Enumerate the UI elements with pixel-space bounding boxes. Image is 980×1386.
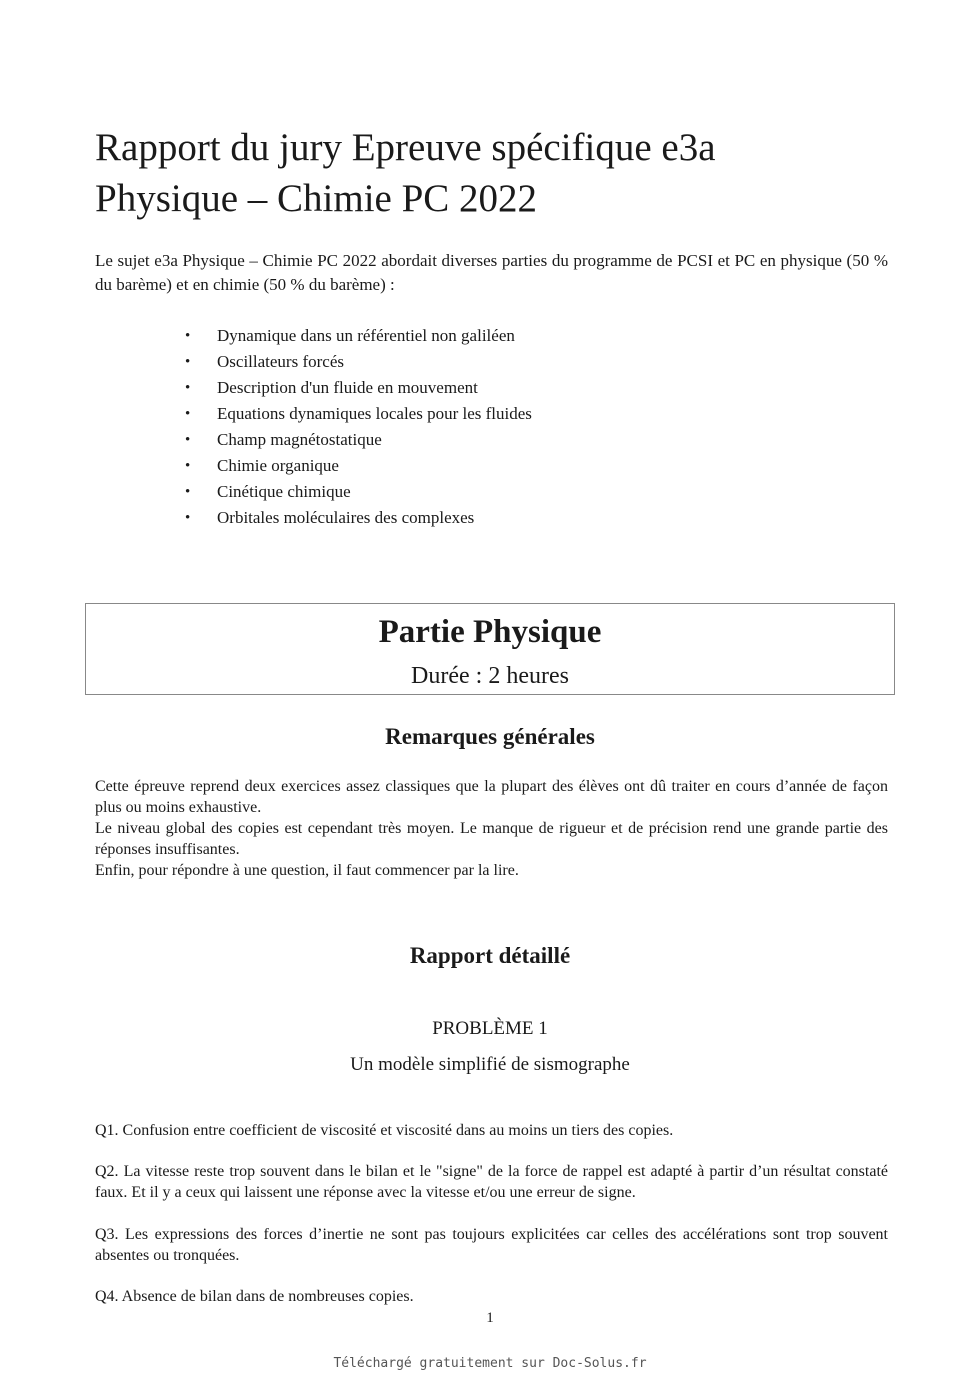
general-remarks-heading: Remarques générales: [385, 724, 595, 749]
part-duration: Durée : 2 heures: [411, 663, 569, 689]
topic-item: [185, 375, 532, 401]
problem-label: PROBLÈME 1: [432, 1018, 548, 1039]
topic-label: Chimie organique: [217, 456, 339, 475]
general-remarks-body: [95, 776, 888, 881]
question-q3: Q3. Les expressions des forces d’inertie ne sont pas toujours explicitées car celles des accélérations sont trop souvent absentes ou tronquées.: [95, 1226, 888, 1264]
bullet-icon: •: [185, 458, 191, 474]
remarks-paragraph: Cette épreuve reprend deux exercices assez classiques que la plupart des élèves ont dû traiter en cours d’année de façon plus ou moins exhaustive.: [95, 778, 888, 816]
topic-item: [185, 427, 532, 453]
part-header-box: [85, 603, 895, 695]
topic-label: Equations dynamiques locales pour les fluides: [217, 404, 532, 423]
bullet-icon: •: [185, 484, 191, 500]
topic-label: Cinétique chimique: [217, 482, 351, 501]
part-title: Partie Physique: [378, 614, 602, 650]
topic-item: [185, 349, 532, 375]
download-footer: Téléchargé gratuitement sur Doc-Solus.fr: [333, 1356, 647, 1371]
topic-item: [185, 323, 532, 349]
remarks-paragraph: Le niveau global des copies est cependant très moyen. Le manque de rigueur et de précision rend une grande partie des réponses insuffisantes.: [95, 820, 888, 858]
title-line-1: Rapport du jury Epreuve spécifique e3a: [95, 126, 716, 169]
detailed-report-heading: Rapport détaillé: [409, 943, 571, 968]
document-title: [95, 122, 915, 224]
topic-label: Dynamique dans un référentiel non galiléen: [217, 326, 515, 345]
question-q2: Q2. La vitesse reste trop souvent dans le bilan et le "signe" de la force de rappel est adapté à partir d’un résultat constaté faux. Et il y a ceux qui laissent une réponse avec la vitesse et/ou une erreur de signe.: [95, 1163, 888, 1201]
remarks-paragraph: Enfin, pour répondre à une question, il faut commencer par la lire.: [95, 862, 519, 879]
topic-label: Description d'un fluide en mouvement: [217, 378, 478, 397]
topic-item: [185, 479, 532, 505]
question-q4: Q4. Absence de bilan dans de nombreuses copies.: [95, 1288, 414, 1305]
topic-label: Champ magnétostatique: [217, 430, 382, 449]
question-q1: Q1. Confusion entre coefficient de viscosité et viscosité dans au moins un tiers des copies.: [95, 1122, 674, 1139]
topic-label: Oscillateurs forcés: [217, 352, 344, 371]
topic-item: [185, 453, 532, 479]
page-number: 1: [486, 1310, 494, 1326]
topic-item: [185, 505, 532, 531]
bullet-icon: •: [185, 432, 191, 448]
bullet-icon: •: [185, 380, 191, 396]
bullet-icon: •: [185, 510, 191, 526]
topics-list: [185, 323, 532, 531]
bullet-icon: •: [185, 328, 191, 344]
topic-label: Orbitales moléculaires des complexes: [217, 508, 475, 527]
title-line-2: Physique – Chimie PC 2022: [95, 177, 538, 220]
bullet-icon: •: [185, 354, 191, 370]
intro-paragraph: Le sujet e3a Physique – Chimie PC 2022 abordait diverses parties du programme de PCSI et PC en physique (50 % du barème) et en chimie (50 % du barème) :: [95, 251, 888, 294]
bullet-icon: •: [185, 406, 191, 422]
problem-title: Un modèle simplifié de sismographe: [350, 1054, 630, 1075]
topic-item: [185, 401, 532, 427]
